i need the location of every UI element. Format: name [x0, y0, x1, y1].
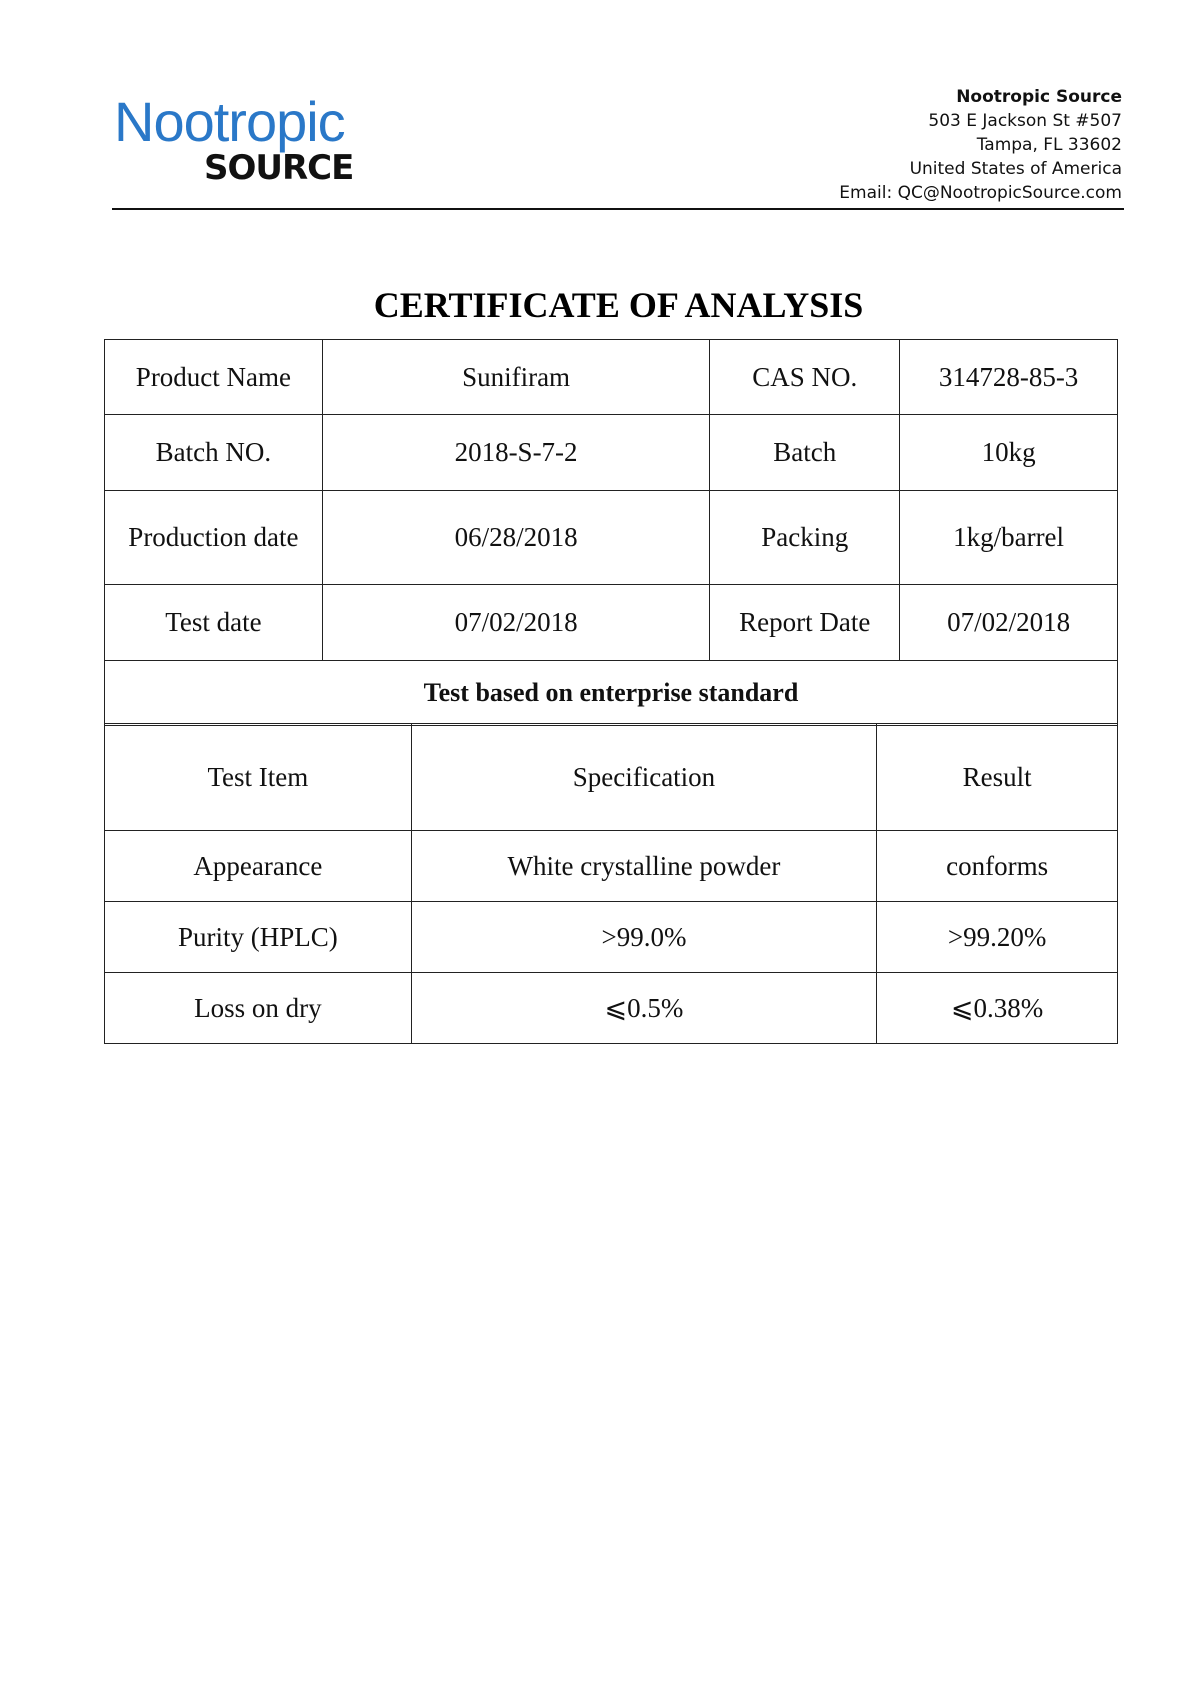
standard-note-row — [105, 661, 1118, 726]
info-row — [105, 585, 1118, 661]
batch-no-label: Batch NO. — [105, 415, 323, 491]
packing-label: Packing — [710, 491, 900, 585]
test-item: Loss on dry — [105, 973, 412, 1044]
info-row — [105, 415, 1118, 491]
test-item: Purity (HPLC) — [105, 902, 412, 973]
company-address-block — [839, 85, 1122, 205]
info-row — [105, 491, 1118, 585]
specification: White crystalline powder — [411, 831, 876, 902]
cas-no-value: 314728-85-3 — [900, 340, 1118, 415]
result: ⩽0.38% — [877, 973, 1118, 1044]
company-email: Email: QC@NootropicSource.com — [839, 183, 1122, 203]
table-row — [105, 831, 1118, 902]
batch-no-value: 2018-S-7-2 — [322, 415, 710, 491]
result: >99.20% — [877, 902, 1118, 973]
test-date-value: 07/02/2018 — [322, 585, 710, 661]
logo-text-top: Nootropic — [114, 90, 345, 153]
header-specification: Specification — [411, 724, 876, 831]
specification: >99.0% — [411, 902, 876, 973]
table-row — [105, 902, 1118, 973]
report-date-value: 07/02/2018 — [900, 585, 1118, 661]
address-line-1: 503 E Jackson St #507 — [928, 111, 1122, 131]
cas-no-label: CAS NO. — [710, 340, 900, 415]
document-title: CERTIFICATE OF ANALYSIS — [373, 285, 864, 325]
product-name-value: Sunifiram — [322, 340, 710, 415]
logo-text-bottom: SOURCE — [204, 148, 354, 188]
result: conforms — [877, 831, 1118, 902]
report-date-label: Report Date — [710, 585, 900, 661]
test-header-row — [105, 724, 1118, 831]
address-line-3: United States of America — [909, 159, 1122, 179]
info-row — [105, 340, 1118, 415]
batch-value: 10kg — [900, 415, 1118, 491]
product-name-label: Product Name — [105, 340, 323, 415]
test-item: Appearance — [105, 831, 412, 902]
production-date-value: 06/28/2018 — [322, 491, 710, 585]
batch-label: Batch — [710, 415, 900, 491]
test-date-label: Test date — [105, 585, 323, 661]
test-results-table — [104, 723, 1118, 1044]
packing-value: 1kg/barrel — [900, 491, 1118, 585]
production-date-label: Production date — [105, 491, 323, 585]
header-result: Result — [877, 724, 1118, 831]
company-name: Nootropic Source — [956, 87, 1122, 107]
address-line-2: Tampa, FL 33602 — [976, 135, 1122, 155]
table-row — [105, 973, 1118, 1044]
header-divider — [112, 208, 1124, 210]
nootropic-source-logo — [114, 92, 364, 192]
standard-note: Test based on enterprise standard — [105, 661, 1118, 726]
product-info-table — [104, 339, 1118, 726]
header-test-item: Test Item — [105, 724, 412, 831]
specification: ⩽0.5% — [411, 973, 876, 1044]
